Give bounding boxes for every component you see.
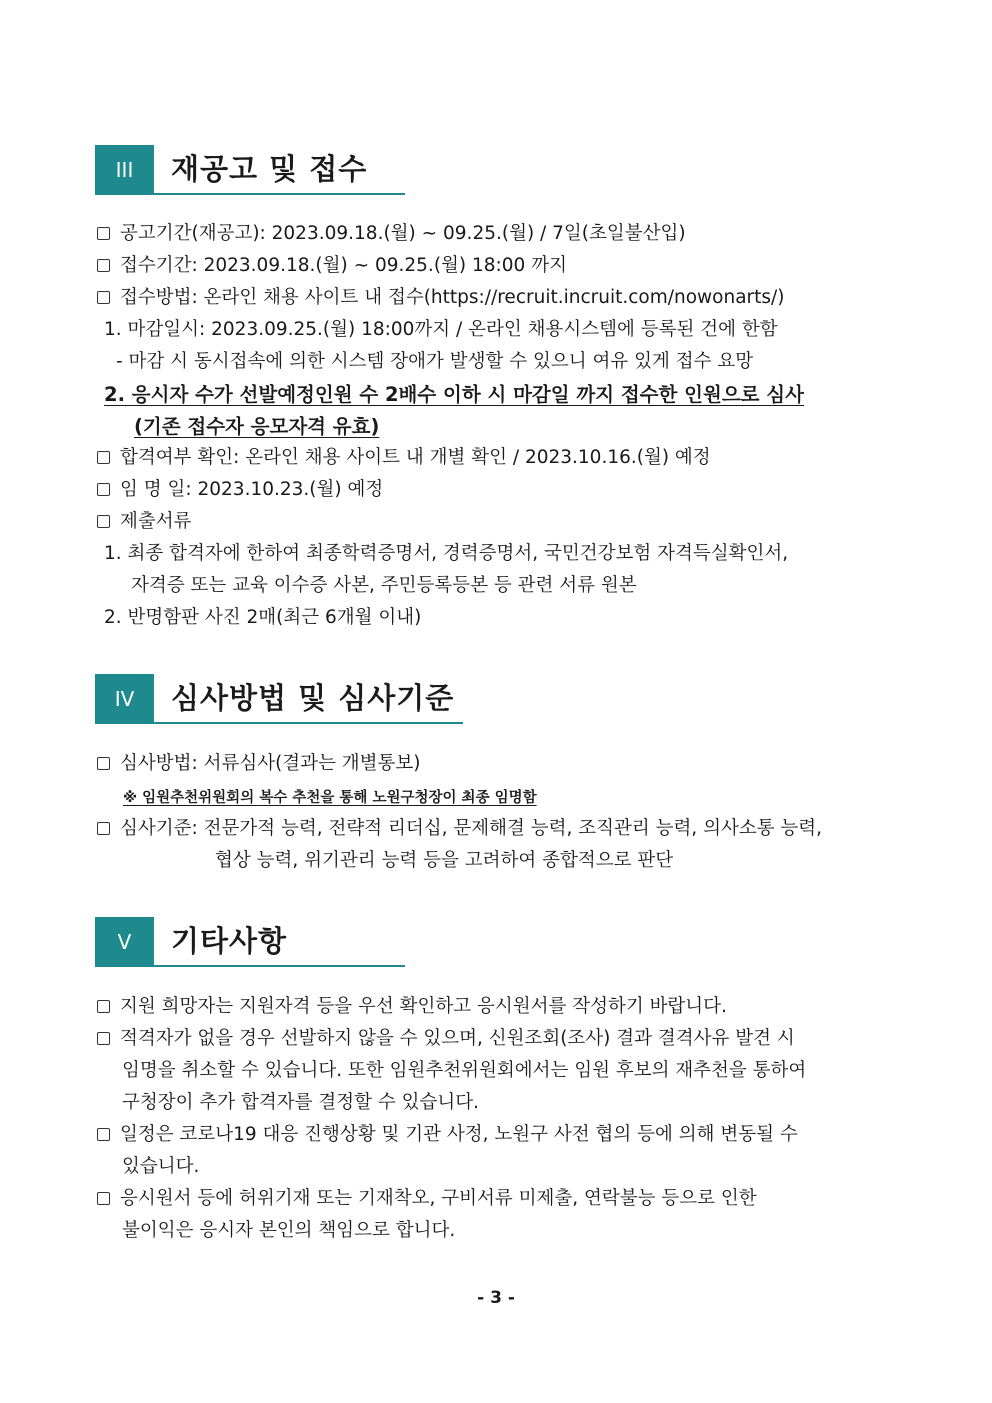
checkbox-square-icon — [97, 822, 110, 835]
list-item: 1. 마감일시: 2023.09.25.(월) 18:00까지 / 온라인 채용시스템에 등록된 건에 한함 — [104, 319, 778, 340]
section-title: 기타사항 — [171, 924, 288, 958]
checkbox-square-icon — [97, 757, 110, 770]
section-underline — [154, 722, 463, 724]
checkbox-square-icon — [97, 483, 110, 496]
list-item: 지원 희망자는 지원자격 등을 우선 확인하고 응시원서를 작성하기 바랍니다. — [97, 995, 727, 1019]
checkbox-square-icon — [97, 1032, 110, 1045]
section-title: 재공고 및 접수 — [171, 152, 368, 186]
list-item: 제출서류 — [97, 510, 191, 534]
checkbox-square-icon — [97, 259, 110, 272]
page-number: - 3 - — [477, 1288, 515, 1308]
list-item: - 마감 시 동시접속에 의한 시스템 장애가 발생할 수 있으니 여유 있게 접수 요망 — [116, 351, 754, 372]
checkbox-square-icon — [97, 1000, 110, 1013]
section-badge: V — [95, 917, 154, 967]
section-header-iv — [95, 674, 463, 724]
list-item: 있습니다. — [122, 1156, 200, 1177]
section-title: 심사방법 및 심사기준 — [171, 681, 455, 715]
section-badge: III — [95, 145, 154, 195]
checkbox-square-icon — [97, 1192, 110, 1205]
notice-note: ※ 임원추천위원회의 복수 추천을 통해 노원구청장이 최종 임명함 — [123, 790, 537, 806]
checkbox-square-icon — [97, 291, 110, 304]
list-item: 공고기간(재공고): 2023.09.18.(월) ~ 09.25.(월) / 7일(초일불산입) — [97, 222, 686, 246]
list-item: 심사기준: 전문가적 능력, 전략적 리더십, 문제해결 능력, 조직관리 능력, 의사소통 능력, — [97, 817, 822, 841]
list-item-emphasis: (기존 접수자 응모자격 유효) — [134, 415, 380, 438]
list-item: 접수기간: 2023.09.18.(월) ~ 09.25.(월) 18:00 까지 — [97, 254, 567, 278]
list-item: 임명을 취소할 수 있습니다. 또한 임원추천위원회에서는 임원 후보의 재추천을 통하여 — [122, 1060, 807, 1081]
section-underline — [154, 193, 405, 195]
checkbox-square-icon — [97, 451, 110, 464]
list-item: 합격여부 확인: 온라인 채용 사이트 내 개별 확인 / 2023.10.16.(월) 예정 — [97, 446, 711, 470]
section-underline — [154, 965, 405, 967]
section-header-v — [95, 917, 405, 967]
list-item: 일정은 코로나19 대응 진행상황 및 기관 사정, 노원구 사전 협의 등에 의해 변동될 수 — [97, 1123, 798, 1147]
list-item: 응시원서 등에 허위기재 또는 기재착오, 구비서류 미제출, 연락불능 등으로 인한 — [97, 1187, 757, 1211]
checkbox-square-icon — [97, 227, 110, 240]
list-item: 심사방법: 서류심사(결과는 개별통보) — [97, 752, 421, 776]
list-item: 1. 최종 합격자에 한하여 최종학력증명서, 경력증명서, 국민건강보험 자격득실확인서, — [104, 543, 789, 564]
list-item: 적격자가 없을 경우 선발하지 않을 수 있으며, 신원조회(조사) 결과 결격사유 발견 시 — [97, 1027, 795, 1051]
list-item-emphasis: 2. 응시자 수가 선발예정인원 수 2배수 이하 시 마감일 까지 접수한 인원으로 심사 — [104, 383, 804, 406]
section-badge: IV — [95, 674, 154, 724]
checkbox-square-icon — [97, 1128, 110, 1141]
list-item: 협상 능력, 위기관리 능력 등을 고려하여 종합적으로 판단 — [215, 850, 674, 871]
list-item: 접수방법: 온라인 채용 사이트 내 접수(https://recruit.incruit.com/nowonarts/) — [97, 286, 784, 310]
checkbox-square-icon — [97, 515, 110, 528]
section-header-iii — [95, 145, 405, 195]
list-item: 임 명 일: 2023.10.23.(월) 예정 — [97, 478, 383, 502]
list-item: 구청장이 추가 합격자를 결정할 수 있습니다. — [122, 1092, 479, 1113]
list-item: 불이익은 응시자 본인의 책임으로 합니다. — [122, 1220, 456, 1241]
list-item: 2. 반명함판 사진 2매(최근 6개월 이내) — [104, 607, 422, 628]
list-item: 자격증 또는 교육 이수증 사본, 주민등록등본 등 관련 서류 원본 — [131, 575, 637, 596]
